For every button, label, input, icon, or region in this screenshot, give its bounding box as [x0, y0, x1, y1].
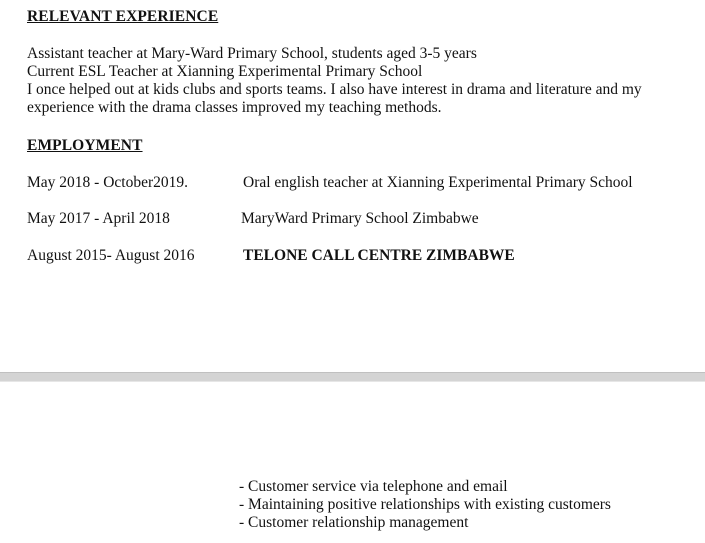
employment-dates-1: May 2018 - October2019.	[27, 174, 188, 191]
duty-item-1: - Customer service via telephone and email	[239, 478, 508, 495]
experience-line-1: Assistant teacher at Mary-Ward Primary School, students aged 3-5 years	[27, 45, 477, 62]
employment-employer-1: Oral english teacher at Xianning Experimental Primary School	[243, 174, 633, 191]
experience-line-2: Current ESL Teacher at Xianning Experimental Primary School	[27, 63, 423, 80]
experience-line-3: I once helped out at kids clubs and sports teams. I also have interest in drama and literature and my	[27, 81, 642, 98]
employment-dates-2: May 2017 - April 2018	[27, 210, 170, 227]
employment-employer-2: MaryWard Primary School Zimbabwe	[241, 210, 479, 227]
page-separator	[0, 372, 705, 382]
duty-item-2: - Maintaining positive relationships with existing customers	[239, 496, 611, 513]
duty-item-3: - Customer relationship management	[239, 514, 469, 531]
employment-dates-3: August 2015- August 2016	[27, 247, 195, 264]
employment-heading: EMPLOYMENT	[27, 137, 143, 154]
resume-page-2	[0, 382, 705, 543]
experience-line-4: experience with the drama classes improved my teaching methods.	[27, 99, 442, 116]
relevant-experience-heading: RELEVANT EXPERIENCE	[27, 8, 219, 25]
employment-employer-3: TELONE CALL CENTRE ZIMBABWE	[243, 247, 515, 264]
